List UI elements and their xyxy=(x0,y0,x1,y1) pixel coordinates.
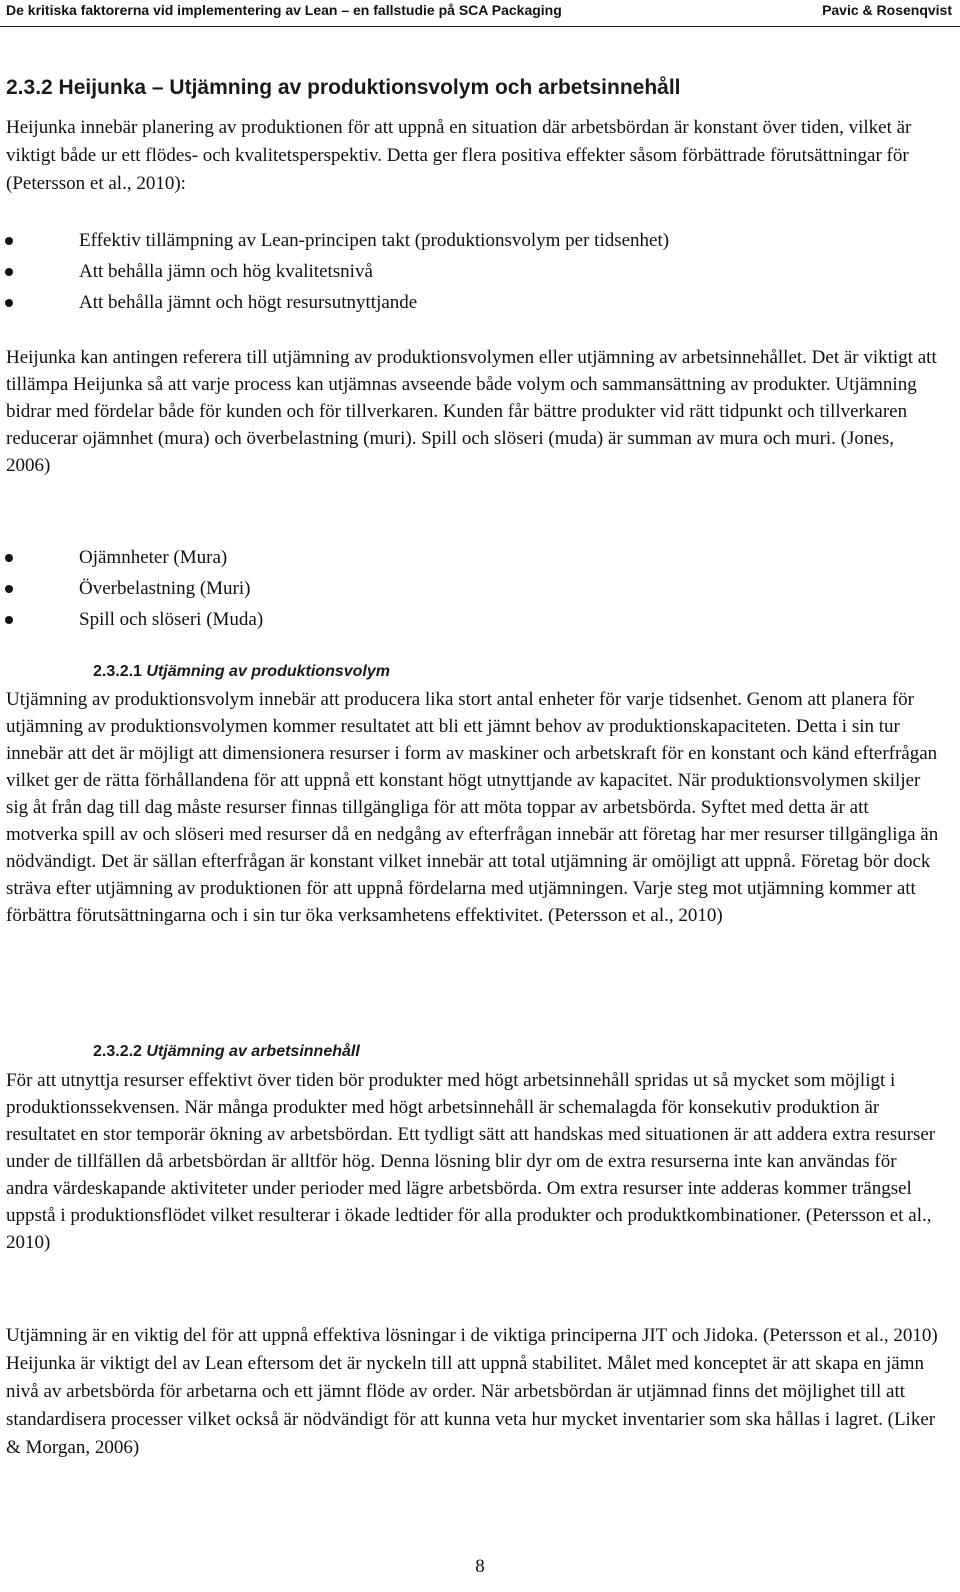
subsection-number: 2.3.2.2 xyxy=(93,1043,142,1060)
header-authors: Pavic & Rosenqvist xyxy=(822,2,952,18)
effects-bullet-list xyxy=(0,225,940,318)
subsection-number: 2.3.2.1 xyxy=(93,663,142,680)
bullet-icon xyxy=(5,616,13,624)
list-item: Spill och slöseri (Muda) xyxy=(0,604,940,635)
leveling-importance-paragraph: Utjämning är en viktig del för att uppnå effektiva lösningar i de viktiga principerna JIT och Jidoka. (Petersson et al., 2010) Heijunka är viktigt del av Lean eftersom det är nyckeln till att uppnå stabilitet. Målet med konceptet är att skapa en jämn nivå av arbetsbörda för arbetarna och ett jämnt flöde av order. När arbetsbördan är utjämnad finns det möjlighet till att standardisera processer vilket också är nödvändigt för att kunna veta hur mycket inventarier som ska hållas i lagret. (Liker & Morgan, 2006) xyxy=(6,1325,938,1458)
bullet-icon xyxy=(5,299,13,307)
header-document-title: De kritiska faktorerna vid implementering av Lean – en fallstudie på SCA Packaging xyxy=(6,2,562,18)
list-item: Ojämnheter (Mura) xyxy=(0,542,940,573)
list-item: Effektiv tillämpning av Lean-principen takt (produktionsvolym per tidsenhet) xyxy=(0,225,940,256)
list-item: Överbelastning (Muri) xyxy=(0,573,940,604)
bullet-icon xyxy=(5,237,13,245)
waste-types-bullet-list xyxy=(0,542,940,635)
bullet-icon xyxy=(5,585,13,593)
heijunka-paragraph: Heijunka kan antingen referera till utjämning av produktionsvolymen eller utjämning av arbetsinnehållet. Det är viktigt att tillämpa Heijunka så att varje process kan utjämnas avseende både volym och sammansättning av produkter. Utjämning bidrar med fördelar både för kunden och för tillverkaren. Kunden får bättre produkter vid rätt tidpunkt och tillverkaren reducerar ojämnhet (mura) och överbelastning (muri). Spill och slöseri (muda) är summan av mura och muri. (Jones, 2006) xyxy=(6,347,937,476)
subsection-heading-work-content xyxy=(93,1043,360,1061)
list-item: Att behålla jämnt och högt resursutnyttjande xyxy=(0,287,940,318)
page-number: 8 xyxy=(475,1556,485,1577)
subsection-title: Utjämning av arbetsinnehåll xyxy=(146,1043,360,1060)
bullet-icon xyxy=(5,268,13,276)
volume-leveling-paragraph: Utjämning av produktionsvolym innebär att producera lika stort antal enheter för varje tidsenhet. Genom att planera för utjämning av produktionsvolymen kommer resultatet att bli ett jämnt behov av produktionskapaciteten. Detta i sin tur innebär att det är möjligt att dimensionera resurser i form av maskiner och arbetskraft för en konstant och känd efterfrågan vilket ger de rätta förhållandena för att uppnå ett konstant högt utnyttjande av kapacitet. När produktionsvolymen skiljer sig åt från dag till dag måste resurser finnas tillgängliga för att möta toppar av arbetsbörda. Syftet med detta är att motverka spill av och slöseri med resurser då en nedgång av efterfrågan innebär att företag har mer resurser tillgängliga än nödvändigt. Det är sällan efterfrågan är konstant vilket innebär att total utjämning är omöjligt att uppnå. Företag bör dock sträva efter utjämning av produktionen för att uppnå fördelarna med utjämningen. Varje steg mot utjämning kommer att förbättra förutsättningarna och i sin tur öka verksamhetens effektivitet. (Petersson et al., 2010) xyxy=(6,689,939,926)
section-heading: 2.3.2 Heijunka – Utjämning av produktionsvolym och arbetsinnehåll xyxy=(6,76,681,99)
work-content-paragraph: För att utnyttja resurser effektivt över tiden bör produkter med högt arbetsinnehåll spridas ut så mycket som möjligt i produktionssekvensen. När många produkter med högt arbetsinnehåll är schemalagda för konsekutiv produktion är resultatet en stor temporär ökning av arbetsbördan. Ett tydligt sätt att handskas med situationen är att addera extra resurser under de tillfällen då arbetsbördan är alltför hög. Denna lösning blir dyr om de extra resurserna inte kan användas för andra värdeskapande aktiviteter under perioder med lägre arbetsbörda. Om extra resurser inte adderas kommer trängsel uppstå i produktionsflödet vilket resulterar i ökade ledtider för alla produkter och produktkombinationer. (Petersson et al., 2010) xyxy=(6,1070,936,1253)
subsection-heading-volume xyxy=(93,663,390,681)
list-item: Att behålla jämn och hög kvalitetsnivå xyxy=(0,256,940,287)
subsection-title: Utjämning av produktionsvolym xyxy=(146,663,390,680)
intro-paragraph: Heijunka innebär planering av produktionen för att uppnå en situation där arbetsbördan är konstant över tiden, vilket är viktigt både ur ett flödes- och kvalitetsperspektiv. Detta ger flera positiva effekter såsom förbättrade förutsättningar för (Petersson et al., 2010): xyxy=(6,117,912,194)
running-header xyxy=(0,0,960,24)
header-divider xyxy=(0,26,960,27)
bullet-icon xyxy=(5,554,13,562)
